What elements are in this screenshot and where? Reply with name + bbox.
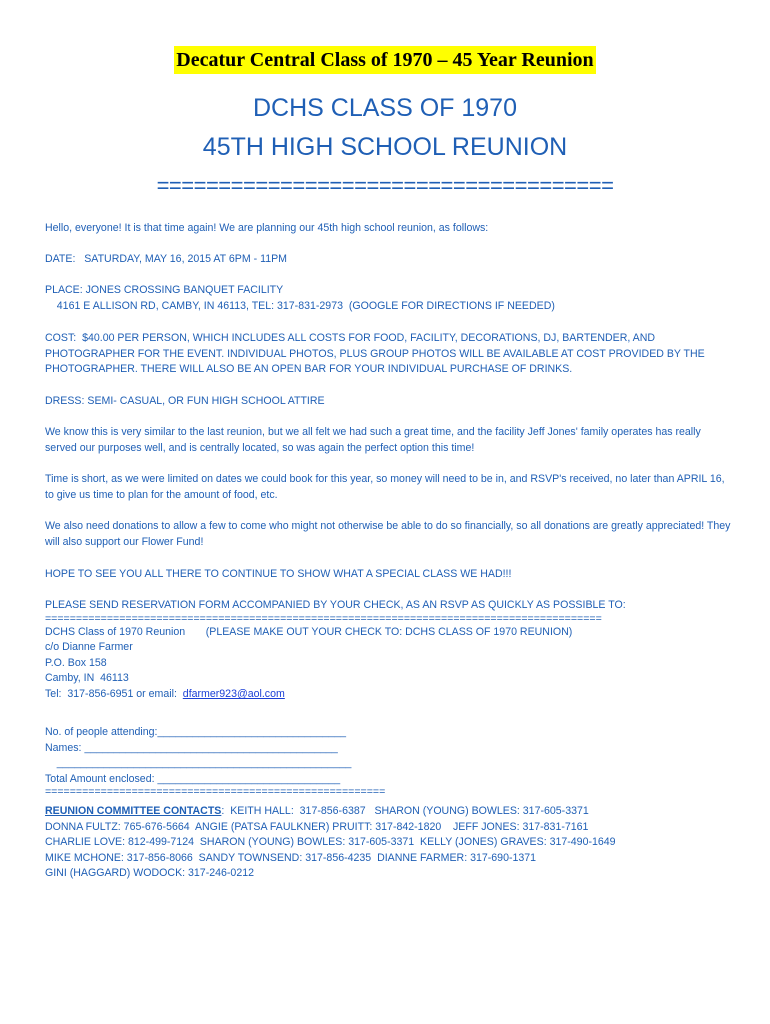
address-line-1: DCHS Class of 1970 Reunion (PLEASE MAKE OUT YOUR CHECK TO: DCHS CLASS OF 1970 REUNION) [45,625,573,638]
contacts-heading: REUNION COMMITTEE CONTACTS [45,805,222,817]
title-line-2: 45TH HIGH SCHOOL REUNION [202,133,568,161]
intro: Hello, everyone! It is that time again! We are planning our 45th high school reunion, as follows: [45,222,489,234]
donations-block [45,519,735,550]
cost-block [45,331,735,378]
address-line-4: Camby, IN 46113 [45,672,129,685]
contacts-line-3: CHARLIE LOVE: 812-499-7124 SHARON (YOUNG) BOWLES: 317-605-3371 KELLY (JONES) GRAVES: 317-490-1649 [45,836,616,849]
title-line-1: DCHS CLASS OF 1970 [253,94,517,122]
email-link[interactable]: dfarmer923@aol.com [182,687,285,700]
send-block [45,598,735,703]
event-date: DATE: SATURDAY, MAY 16, 2015 AT 6PM - 11PM [45,253,287,265]
paragraph-donations: We also need donations to allow a few to come who might not otherwise be able to do so financially, so all donations are greatly appreciated! They will also support our Flower Fund! [45,520,734,548]
form-names-2[interactable]: __________________________________________________ [45,757,352,770]
long-rule: ========================================================================================== [45,613,602,625]
address-line-2: c/o Dianne Farmer [45,641,133,654]
intro-text [45,221,735,237]
contacts-block [45,804,735,882]
place-address: 4161 E ALLISON RD, CAMBY, IN 46113, TEL: 317-831-2973 (GOOGLE FOR DIRECTIONS IF NEEDED) [45,299,555,312]
paragraph-time: Time is short, as we were limited on dates we could book for this year, so money will need to be in, and RSVP's received, no later than APRIL 16, to give us time to plan for the amount of food, etc. [45,473,728,501]
dress-code: DRESS: SEMI- CASUAL, OR FUN HIGH SCHOOL ATTIRE [45,395,325,407]
form-names[interactable]: Names: ___________________________________________ [45,741,338,754]
hope-text: HOPE TO SEE YOU ALL THERE TO CONTINUE TO SHOW WHAT A SPECIAL CLASS WE HAD!!! [45,568,512,580]
address-tel-text: Tel: 317-856-6951 or email: [45,687,183,700]
time-block [45,472,735,503]
similar-block [45,425,735,456]
short-rule: ======================================================= [45,787,386,799]
address-line-3: P.O. Box 158 [45,656,107,669]
contacts-line-1: : KEITH HALL: 317-856-6387 SHARON (YOUNG) BOWLES: 317-605-3371 [221,805,589,817]
hope-block [45,567,735,583]
form-people[interactable]: No. of people attending:________________________________ [45,726,347,738]
form-total[interactable]: Total Amount enclosed: _______________________________ [45,772,341,785]
send-instructions: PLEASE SEND RESERVATION FORM ACCOMPANIED BY YOUR CHECK, AS AN RSVP AS QUICKLY AS POSSIBLE TO: [45,599,626,611]
place-block [45,283,735,314]
contacts-line-4: MIKE MCHONE: 317-856-8066 SANDY TOWNSEND: 317-856-4235 DIANNE FARMER: 317-690-1371 [45,851,537,864]
contacts-line-2: DONNA FULTZ: 765-676-5664 ANGIE (PATSA FAULKNER) PRUITT: 317-842-1820 JEFF JONES: 317-831-7161 [45,820,589,833]
reservation-form [45,725,735,798]
address-tel [45,687,735,703]
title-rule: ===================================== [156,173,614,198]
header-banner-wrap [0,46,770,74]
cost-text: COST: $40.00 PER PERSON, WHICH INCLUDES ALL COSTS FOR FOOD, FACILITY, DECORATIONS, DJ, BARTENDER, AND PHOTOGRAPHER FOR THE EVENT. INDIVIDUAL PHOTOS, PLUS GROUP PHOTOS WILL BE AVAILABLE AT COST PROVIDED BY THE PHOTOGRAPHER. THERE WILL ALSO BE AN OPEN BAR FOR YOUR INDIVIDUAL PURCHASE OF DRINKS. [45,332,708,376]
header-banner: Decatur Central Class of 1970 – 45 Year Reunion [174,46,595,74]
dress-block [45,394,735,410]
paragraph-similar: We know this is very similar to the last reunion, but we all felt we had such a great time, and the facility Jeff Jones' family operates has really served our purposes well, and is centrally located, so was again the perfect option this time! [45,426,704,454]
contacts-line-1-row [45,804,735,820]
date-block [45,252,735,268]
contacts-line-5: GINI (HAGGARD) WODOCK: 317-246-0212 [45,867,254,880]
place-name: PLACE: JONES CROSSING BANQUET FACILITY [45,284,284,296]
